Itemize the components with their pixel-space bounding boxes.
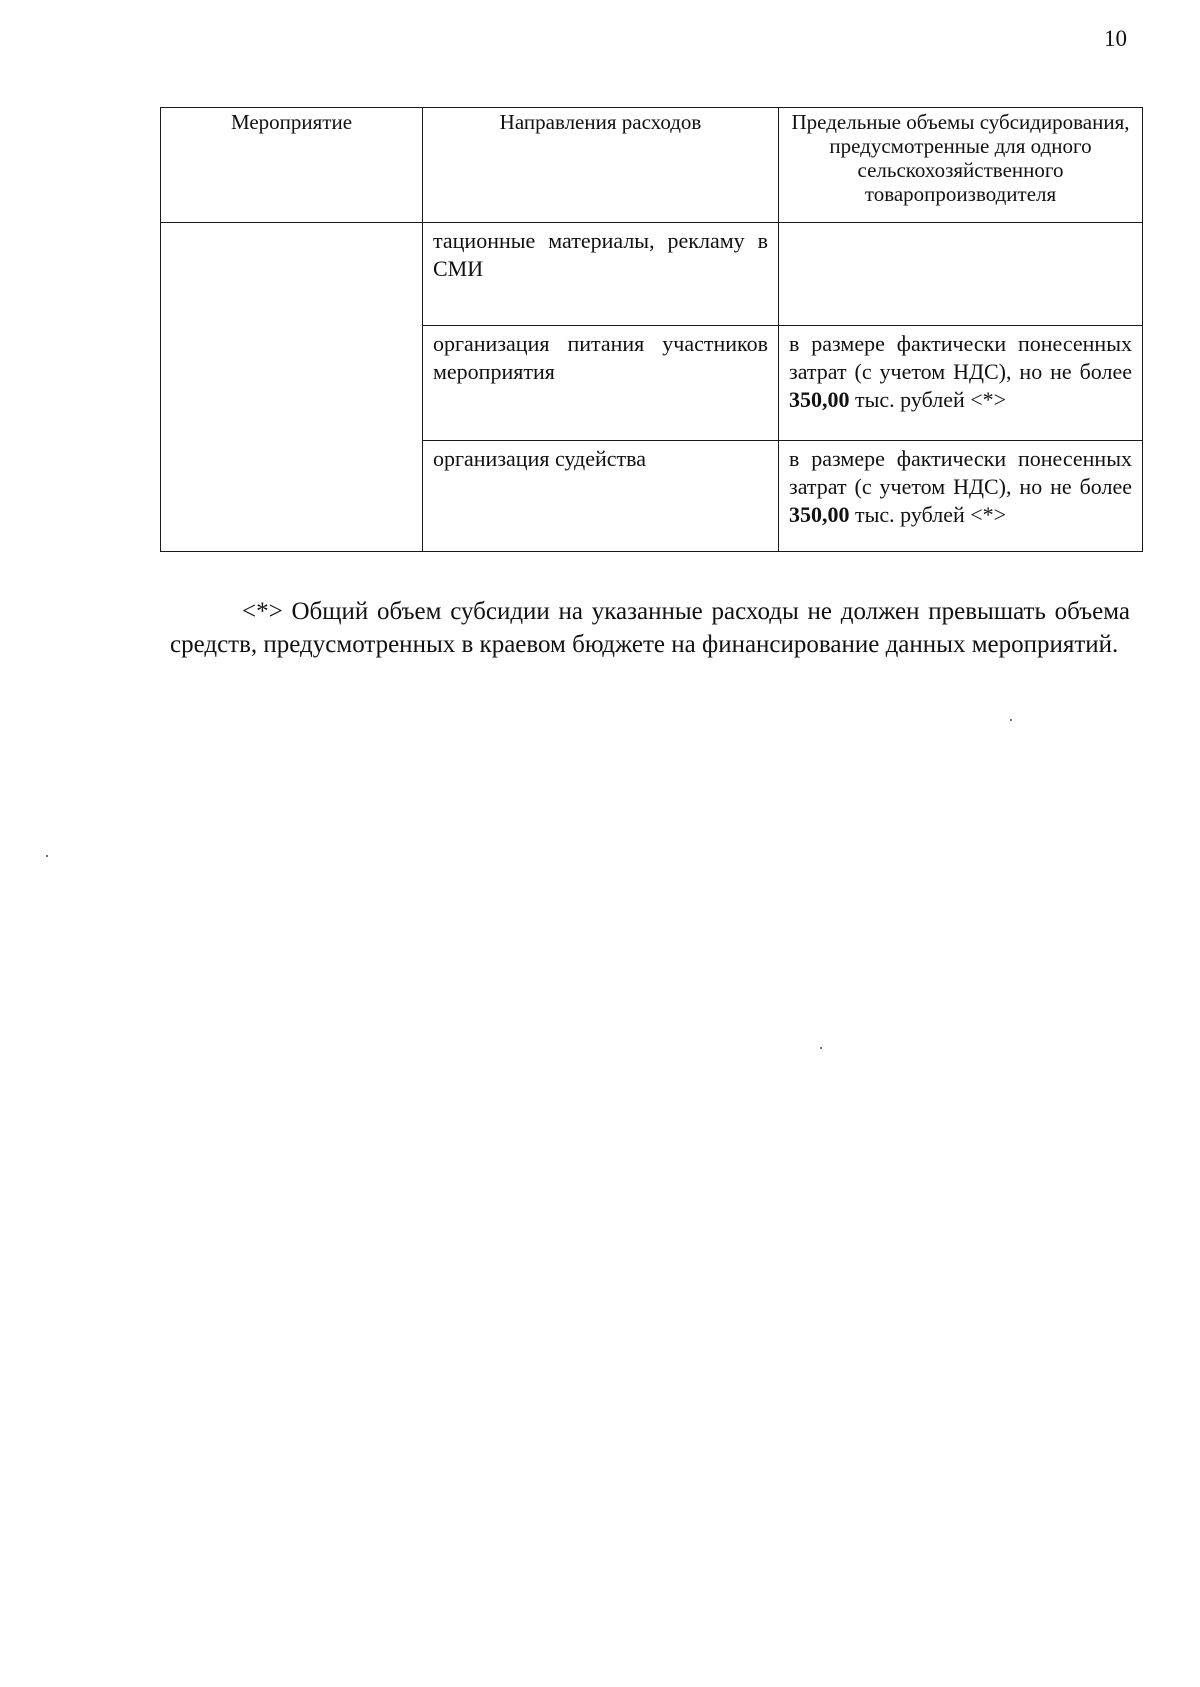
page-number: 10 [1104,26,1127,51]
table-header-row [161,108,1143,223]
subsidy-limit-cell [779,223,1143,326]
limit-amount: 350,00 [789,387,850,412]
expense-direction-cell: организация судейства [423,441,779,552]
expense-direction-cell: тационные материалы, рекламу в СМИ [423,223,779,326]
scan-speck [46,855,48,857]
footnote: <*> Общий объем субсидии на указанные расходы не должен превышать объема средств, предусмотренных в краевом бюджете на финансирование данных мероприятий. [170,598,1130,658]
limit-amount: 350,00 [789,502,850,527]
header-expense-direction: Направления расходов [423,108,779,223]
header-event: Мероприятие [161,108,423,223]
limit-prefix: в размере фактически понесенных затрат (с учетом НДС), но не более [789,331,1132,384]
table-row [161,223,1143,326]
header-subsidy-limit: Предельные объемы субсидирования, предусмотренные для одного сельскохозяйственного товаропроизводителя [779,108,1143,223]
scan-speck [1010,719,1012,721]
limit-suffix: тыс. рублей <*> [849,502,1007,527]
limit-suffix: тыс. рублей <*> [849,387,1007,412]
expense-direction-cell: организация питания участников мероприятия [423,326,779,441]
scan-speck [820,1047,822,1049]
subsidy-limit-cell [779,326,1143,441]
limit-prefix: в размере фактически понесенных затрат (с учетом НДС), но не более [789,446,1132,499]
event-cell [161,223,423,552]
subsidy-table [160,107,1143,552]
subsidy-limit-cell [779,441,1143,552]
